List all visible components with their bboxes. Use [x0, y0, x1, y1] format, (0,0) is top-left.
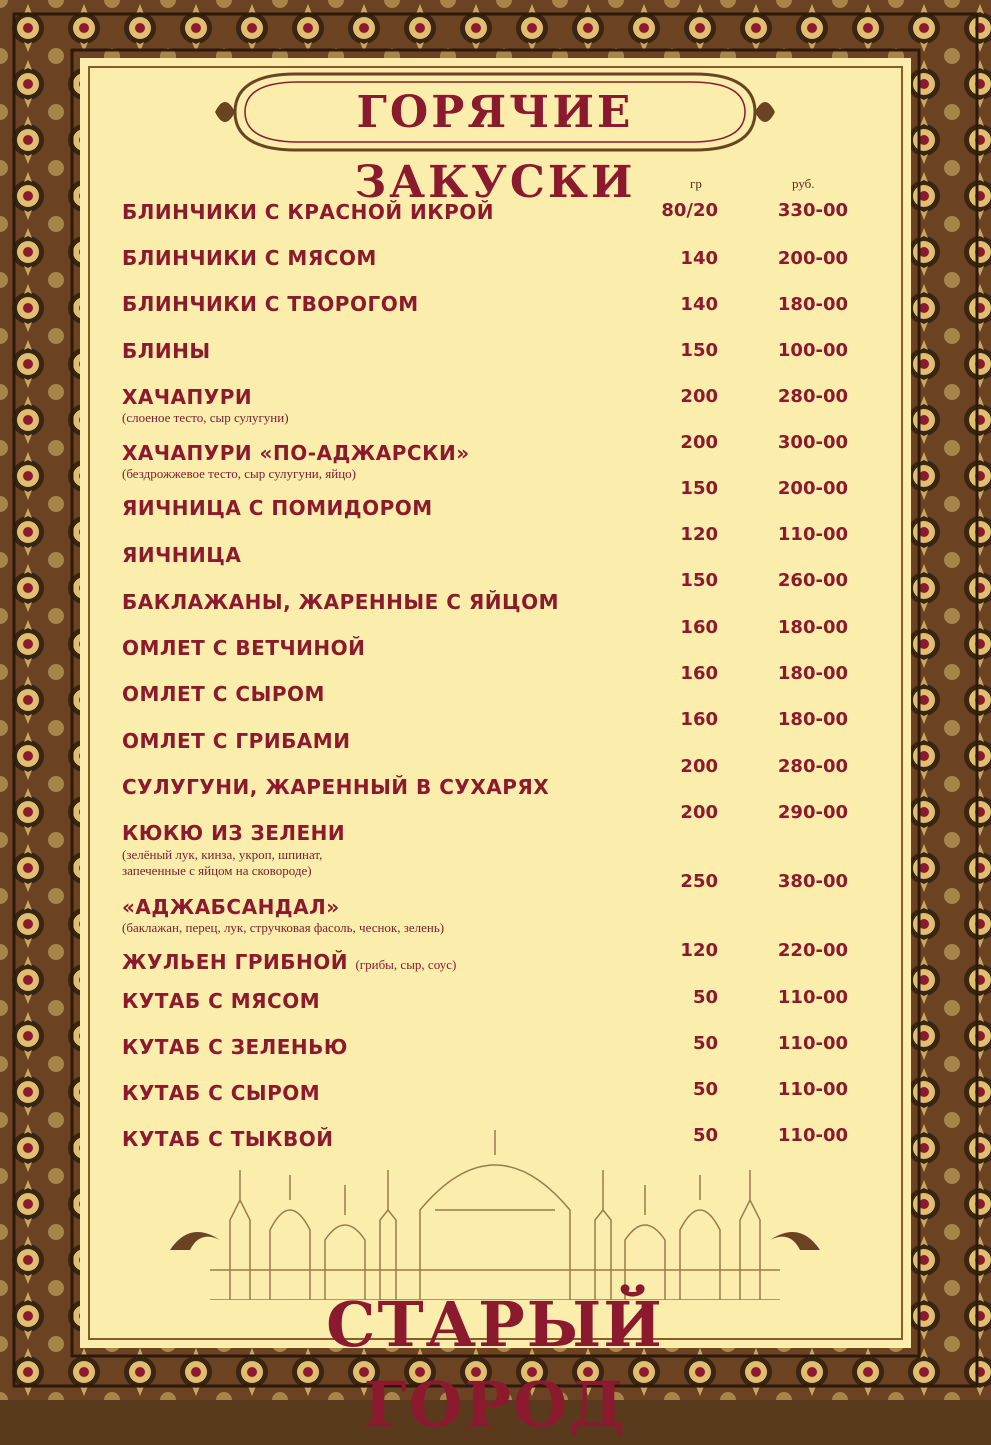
- menu-item-price: 100-00: [777, 340, 848, 361]
- menu-item-name: ОМЛЕТ С СЫРОМ: [122, 682, 325, 706]
- menu-item-weight: 120: [680, 940, 718, 961]
- menu-item-weight: 160: [680, 709, 718, 730]
- menu-item-weight: 150: [680, 570, 718, 591]
- menu-item-description: (баклажан, перец, лук, стручковая фасоль, чеснок, зелень): [122, 920, 445, 935]
- menu-item-price: 180-00: [777, 709, 848, 730]
- menu-item-name: КУТАБ С ТЫКВОЙ: [122, 1127, 334, 1151]
- menu-item-name: КУТАБ С ЗЕЛЕНЬЮ: [122, 1035, 348, 1059]
- menu-item-weight: 250: [680, 871, 718, 892]
- menu-item-name: БЛИНЧИКИ С ТВОРОГОМ: [122, 292, 419, 316]
- menu-item-description: (слоеное тесто, сыр сулугуни): [122, 410, 289, 425]
- menu-item-price: 110-00: [777, 1033, 848, 1054]
- menu-item-price: 260-00: [777, 570, 848, 591]
- menu-item-price: 300-00: [777, 432, 848, 453]
- menu-item-description: (грибы, сыр, соус): [355, 957, 457, 972]
- menu-item-weight: 200: [680, 802, 718, 823]
- menu-item-weight: 50: [692, 1125, 718, 1146]
- menu-item-name: ХАЧАПУРИ: [122, 385, 253, 409]
- menu-item-name: БЛИНЧИКИ С МЯСОМ: [122, 246, 377, 270]
- menu-item-name: ОМЛЕТ С ВЕТЧИНОЙ: [122, 636, 366, 660]
- menu-item-price: 180-00: [777, 617, 848, 638]
- menu-item-description: (зелёный лук, кинза, укроп, шпинат,: [122, 847, 323, 862]
- menu-item-weight: 150: [680, 478, 718, 499]
- menu-item-price: 220-00: [777, 940, 848, 961]
- price-column-header: руб.: [792, 176, 815, 191]
- menu-item-weight: 50: [692, 1033, 718, 1054]
- menu-item-name: БЛИНЧИКИ С КРАСНОЙ ИКРОЙ: [122, 200, 495, 224]
- menu-item-weight: 160: [680, 617, 718, 638]
- menu-item-name: ОМЛЕТ С ГРИБАМИ: [122, 729, 351, 753]
- menu-item-name-text: ЖУЛЬЕН ГРИБНОЙ: [122, 950, 348, 974]
- menu-item-description-line2: запеченные с яйцом на сковороде): [122, 863, 312, 878]
- menu-item-name: КУТАБ С МЯСОМ: [122, 989, 321, 1013]
- menu-item-price: 110-00: [777, 524, 848, 545]
- menu-item-weight: 200: [680, 756, 718, 777]
- restaurant-logo: СТАРЫЙ ГОРОД: [326, 1288, 664, 1441]
- page-title: ГОРЯЧИЕ ЗАКУСКИ: [354, 87, 636, 208]
- menu-item-price: 280-00: [777, 386, 848, 407]
- menu-item-weight: 200: [680, 432, 718, 453]
- menu-item-description: (бездрожжевое тесто, сыр сулугуни, яйцо): [122, 466, 356, 481]
- palace-skyline-illustration: [150, 1130, 840, 1300]
- menu-item-price: 180-00: [777, 294, 848, 315]
- menu-item-price: 180-00: [777, 663, 848, 684]
- weight-column-header: гр: [690, 176, 702, 191]
- menu-item-price: 380-00: [777, 871, 848, 892]
- menu-item-name: БАКЛАЖАНЫ, ЖАРЕННЫЕ С ЯЙЦОМ: [122, 590, 559, 614]
- menu-item-weight: 200: [680, 386, 718, 407]
- menu-item-name: «АДЖАБСАНДАЛ»: [122, 895, 340, 919]
- menu-item-name: СУЛУГУНИ, ЖАРЕННЫЙ В СУХАРЯХ: [122, 775, 550, 799]
- menu-item-price: 110-00: [777, 987, 848, 1008]
- menu-item-name: ЯИЧНИЦА: [122, 543, 242, 567]
- menu-item-weight: 150: [680, 340, 718, 361]
- menu-item-price: 200-00: [777, 478, 848, 499]
- menu-item-price: 330-00: [777, 200, 848, 221]
- menu-item-name: ЯИЧНИЦА С ПОМИДОРОМ: [122, 496, 433, 520]
- menu-item-name: КУТАБ С СЫРОМ: [122, 1081, 321, 1105]
- menu-item-name: [122, 950, 456, 974]
- menu-item-name: ХАЧАПУРИ «ПО-АДЖАРСКИ»: [122, 441, 470, 465]
- menu-item-name: КЮКЮ ИЗ ЗЕЛЕНИ: [122, 821, 346, 845]
- menu-item-weight: 160: [680, 663, 718, 684]
- menu-item-weight: 80/20: [661, 200, 718, 221]
- menu-item-price: 280-00: [777, 756, 848, 777]
- menu-item-weight: 140: [680, 294, 718, 315]
- menu-item-price: 110-00: [777, 1079, 848, 1100]
- menu-item-name: БЛИНЫ: [122, 339, 211, 363]
- menu-item-weight: 120: [680, 524, 718, 545]
- menu-item-price: 290-00: [777, 802, 848, 823]
- menu-item-weight: 50: [692, 987, 718, 1008]
- menu-item-price: 200-00: [777, 248, 848, 269]
- menu-item-weight: 140: [680, 248, 718, 269]
- menu-item-price: 110-00: [777, 1125, 848, 1146]
- menu-item-weight: 50: [692, 1079, 718, 1100]
